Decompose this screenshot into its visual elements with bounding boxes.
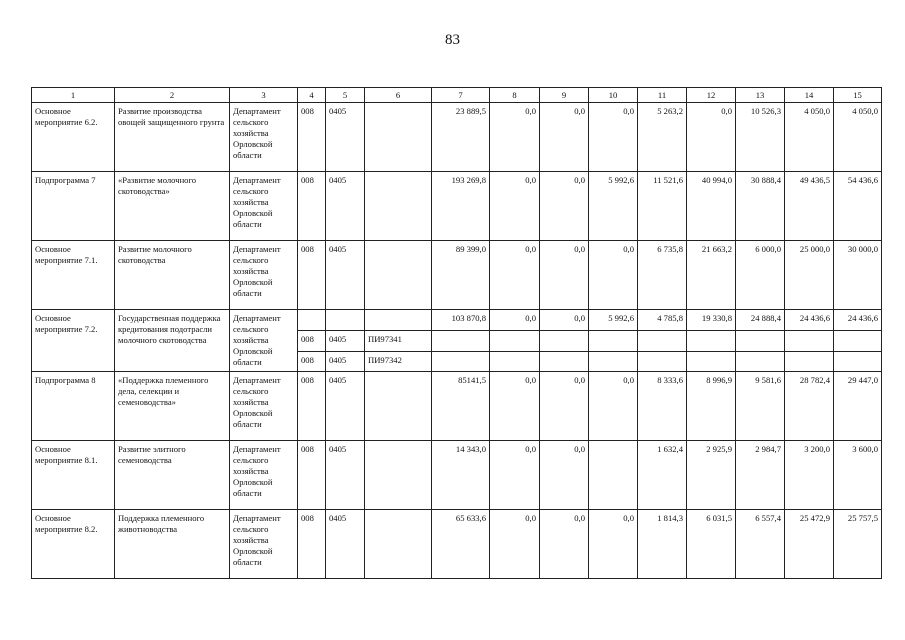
value-cell: 25 472,9 bbox=[785, 510, 834, 579]
row-c6 bbox=[365, 241, 432, 310]
row-c4: 008 bbox=[298, 241, 326, 310]
row-dept: Департамент сельского хозяйства Орловской области bbox=[230, 241, 298, 310]
value-cell: 3 600,0 bbox=[834, 441, 882, 510]
value-cell: 9 581,6 bbox=[736, 372, 785, 441]
value-cell: 14 343,0 bbox=[432, 441, 490, 510]
value-cell: 11 521,6 bbox=[638, 172, 687, 241]
row-c6 bbox=[365, 372, 432, 441]
table-row bbox=[32, 241, 882, 310]
header-cell: 7 bbox=[432, 88, 490, 103]
row-title: Развитие элитного семеноводства bbox=[115, 441, 230, 510]
header-cell: 14 bbox=[785, 88, 834, 103]
value-cell: 0,0 bbox=[540, 372, 589, 441]
value-cell: 0,0 bbox=[589, 372, 638, 441]
row-name: Основное мероприятие 6.2. bbox=[32, 103, 115, 172]
value-cell: 0,0 bbox=[490, 310, 540, 331]
value-cell: 0,0 bbox=[687, 103, 736, 172]
row-c4: 008 bbox=[298, 372, 326, 441]
value-cell: 25 000,0 bbox=[785, 241, 834, 310]
row-name: Основное мероприятие 8.2. bbox=[32, 510, 115, 579]
value-cell: 6 735,8 bbox=[638, 241, 687, 310]
header-cell: 3 bbox=[230, 88, 298, 103]
row-name: Подпрограмма 7 bbox=[32, 172, 115, 241]
row-title: Развитие молочного скотоводства bbox=[115, 241, 230, 310]
row-title: Развитие производства овощей защищенного грунта bbox=[115, 103, 230, 172]
row-c6 bbox=[365, 103, 432, 172]
value-cell: 40 994,0 bbox=[687, 172, 736, 241]
value-cell: 24 436,6 bbox=[785, 310, 834, 331]
header-cell: 1 bbox=[32, 88, 115, 103]
row-dept: Департамент сельского хозяйства Орловской области bbox=[230, 510, 298, 579]
value-cell: 89 399,0 bbox=[432, 241, 490, 310]
value-cell: 1 814,3 bbox=[638, 510, 687, 579]
row-name: Основное мероприятие 7.1. bbox=[32, 241, 115, 310]
value-cell: 2 984,7 bbox=[736, 441, 785, 510]
value-cell: 0,0 bbox=[490, 103, 540, 172]
value-cell: 30 888,4 bbox=[736, 172, 785, 241]
header-cell: 2 bbox=[115, 88, 230, 103]
table-row bbox=[32, 510, 882, 579]
value-cell: 0,0 bbox=[490, 372, 540, 441]
value-cell: 0,0 bbox=[540, 172, 589, 241]
value-cell: 0,0 bbox=[490, 241, 540, 310]
value-cell: 103 870,8 bbox=[432, 310, 490, 331]
value-cell: 0,0 bbox=[490, 172, 540, 241]
table-row bbox=[32, 372, 882, 441]
header-row bbox=[32, 88, 882, 103]
value-cell: 0,0 bbox=[589, 103, 638, 172]
header-cell: 8 bbox=[490, 88, 540, 103]
value-cell: 85141,5 bbox=[432, 372, 490, 441]
value-cell: 8 333,6 bbox=[638, 372, 687, 441]
value-cell bbox=[589, 441, 638, 510]
value-cell: 5 263,2 bbox=[638, 103, 687, 172]
row-name: Подпрограмма 8 bbox=[32, 372, 115, 441]
header-cell: 15 bbox=[834, 88, 882, 103]
value-cell: 0,0 bbox=[540, 510, 589, 579]
row-dept: Департамент сельского хозяйства Орловской области bbox=[230, 310, 298, 372]
value-cell: 4 050,0 bbox=[785, 103, 834, 172]
row-dept: Департамент сельского хозяйства Орловской области bbox=[230, 372, 298, 441]
row-dept: Департамент сельского хозяйства Орловской области bbox=[230, 172, 298, 241]
header-cell: 10 bbox=[589, 88, 638, 103]
value-cell: 30 000,0 bbox=[834, 241, 882, 310]
row-dept: Департамент сельского хозяйства Орловской области bbox=[230, 103, 298, 172]
value-cell: 24 888,4 bbox=[736, 310, 785, 331]
row-c6: ПИ97342 bbox=[365, 352, 432, 372]
row-c4: 008 bbox=[298, 103, 326, 172]
row-c5 bbox=[326, 310, 365, 331]
row-c4: 008 bbox=[298, 441, 326, 510]
row-c5: 0405 bbox=[326, 510, 365, 579]
header-cell: 5 bbox=[326, 88, 365, 103]
row-dept: Департамент сельского хозяйства Орловской области bbox=[230, 441, 298, 510]
value-cell: 5 992,6 bbox=[589, 310, 638, 331]
table-row bbox=[32, 103, 882, 172]
value-cell: 21 663,2 bbox=[687, 241, 736, 310]
row-c5: 0405 bbox=[326, 441, 365, 510]
row-c4: 008 bbox=[298, 352, 326, 372]
value-cell: 0,0 bbox=[589, 241, 638, 310]
table-row bbox=[32, 441, 882, 510]
value-cell: 193 269,8 bbox=[432, 172, 490, 241]
value-cell: 0,0 bbox=[540, 241, 589, 310]
value-cell: 1 632,4 bbox=[638, 441, 687, 510]
value-cell: 2 925,9 bbox=[687, 441, 736, 510]
row-title: «Развитие молочного скотоводства» bbox=[115, 172, 230, 241]
row-c5: 0405 bbox=[326, 372, 365, 441]
value-cell: 5 992,6 bbox=[589, 172, 638, 241]
value-cell: 0,0 bbox=[490, 441, 540, 510]
value-cell: 25 757,5 bbox=[834, 510, 882, 579]
value-cell: 4 050,0 bbox=[834, 103, 882, 172]
page-number: 83 bbox=[445, 32, 460, 48]
row-c4: 008 bbox=[298, 172, 326, 241]
value-cell: 49 436,5 bbox=[785, 172, 834, 241]
value-cell: 54 436,6 bbox=[834, 172, 882, 241]
row-c5: 0405 bbox=[326, 352, 365, 372]
header-cell: 12 bbox=[687, 88, 736, 103]
row-title: «Поддержка племенного дела, селекции и семеноводства» bbox=[115, 372, 230, 441]
row-c4: 008 bbox=[298, 331, 326, 352]
value-cell: 6 557,4 bbox=[736, 510, 785, 579]
value-cell: 0,0 bbox=[540, 310, 589, 331]
row-c6 bbox=[365, 310, 432, 331]
value-cell: 24 436,6 bbox=[834, 310, 882, 331]
value-cell: 29 447,0 bbox=[834, 372, 882, 441]
row-title: Государственная поддержка кредитования подотрасли молочного скотоводства bbox=[115, 310, 230, 372]
row-c6 bbox=[365, 510, 432, 579]
row-c6 bbox=[365, 172, 432, 241]
row-c5: 0405 bbox=[326, 172, 365, 241]
table-row bbox=[32, 172, 882, 241]
header-cell: 9 bbox=[540, 88, 589, 103]
value-cell: 3 200,0 bbox=[785, 441, 834, 510]
row-title: Поддержка племенного животноводства bbox=[115, 510, 230, 579]
header-cell: 11 bbox=[638, 88, 687, 103]
row-c5: 0405 bbox=[326, 331, 365, 352]
value-cell: 4 785,8 bbox=[638, 310, 687, 331]
value-cell: 10 526,3 bbox=[736, 103, 785, 172]
row-c6 bbox=[365, 441, 432, 510]
value-cell: 28 782,4 bbox=[785, 372, 834, 441]
value-cell: 0,0 bbox=[540, 103, 589, 172]
value-cell: 6 000,0 bbox=[736, 241, 785, 310]
row-name: Основное мероприятие 8.1. bbox=[32, 441, 115, 510]
value-cell: 8 996,9 bbox=[687, 372, 736, 441]
table-row bbox=[32, 310, 882, 331]
row-c5: 0405 bbox=[326, 241, 365, 310]
row-c4: 008 bbox=[298, 510, 326, 579]
header-cell: 13 bbox=[736, 88, 785, 103]
row-c5: 0405 bbox=[326, 103, 365, 172]
budget-table bbox=[31, 87, 882, 579]
value-cell: 19 330,8 bbox=[687, 310, 736, 331]
row-c4 bbox=[298, 310, 326, 331]
value-cell: 0,0 bbox=[540, 441, 589, 510]
value-cell: 6 031,5 bbox=[687, 510, 736, 579]
row-c6: ПИ97341 bbox=[365, 331, 432, 352]
value-cell: 23 889,5 bbox=[432, 103, 490, 172]
header-cell: 6 bbox=[365, 88, 432, 103]
value-cell: 0,0 bbox=[490, 510, 540, 579]
value-cell: 0,0 bbox=[589, 510, 638, 579]
value-cell: 65 633,6 bbox=[432, 510, 490, 579]
row-name: Основное мероприятие 7.2. bbox=[32, 310, 115, 372]
header-cell: 4 bbox=[298, 88, 326, 103]
